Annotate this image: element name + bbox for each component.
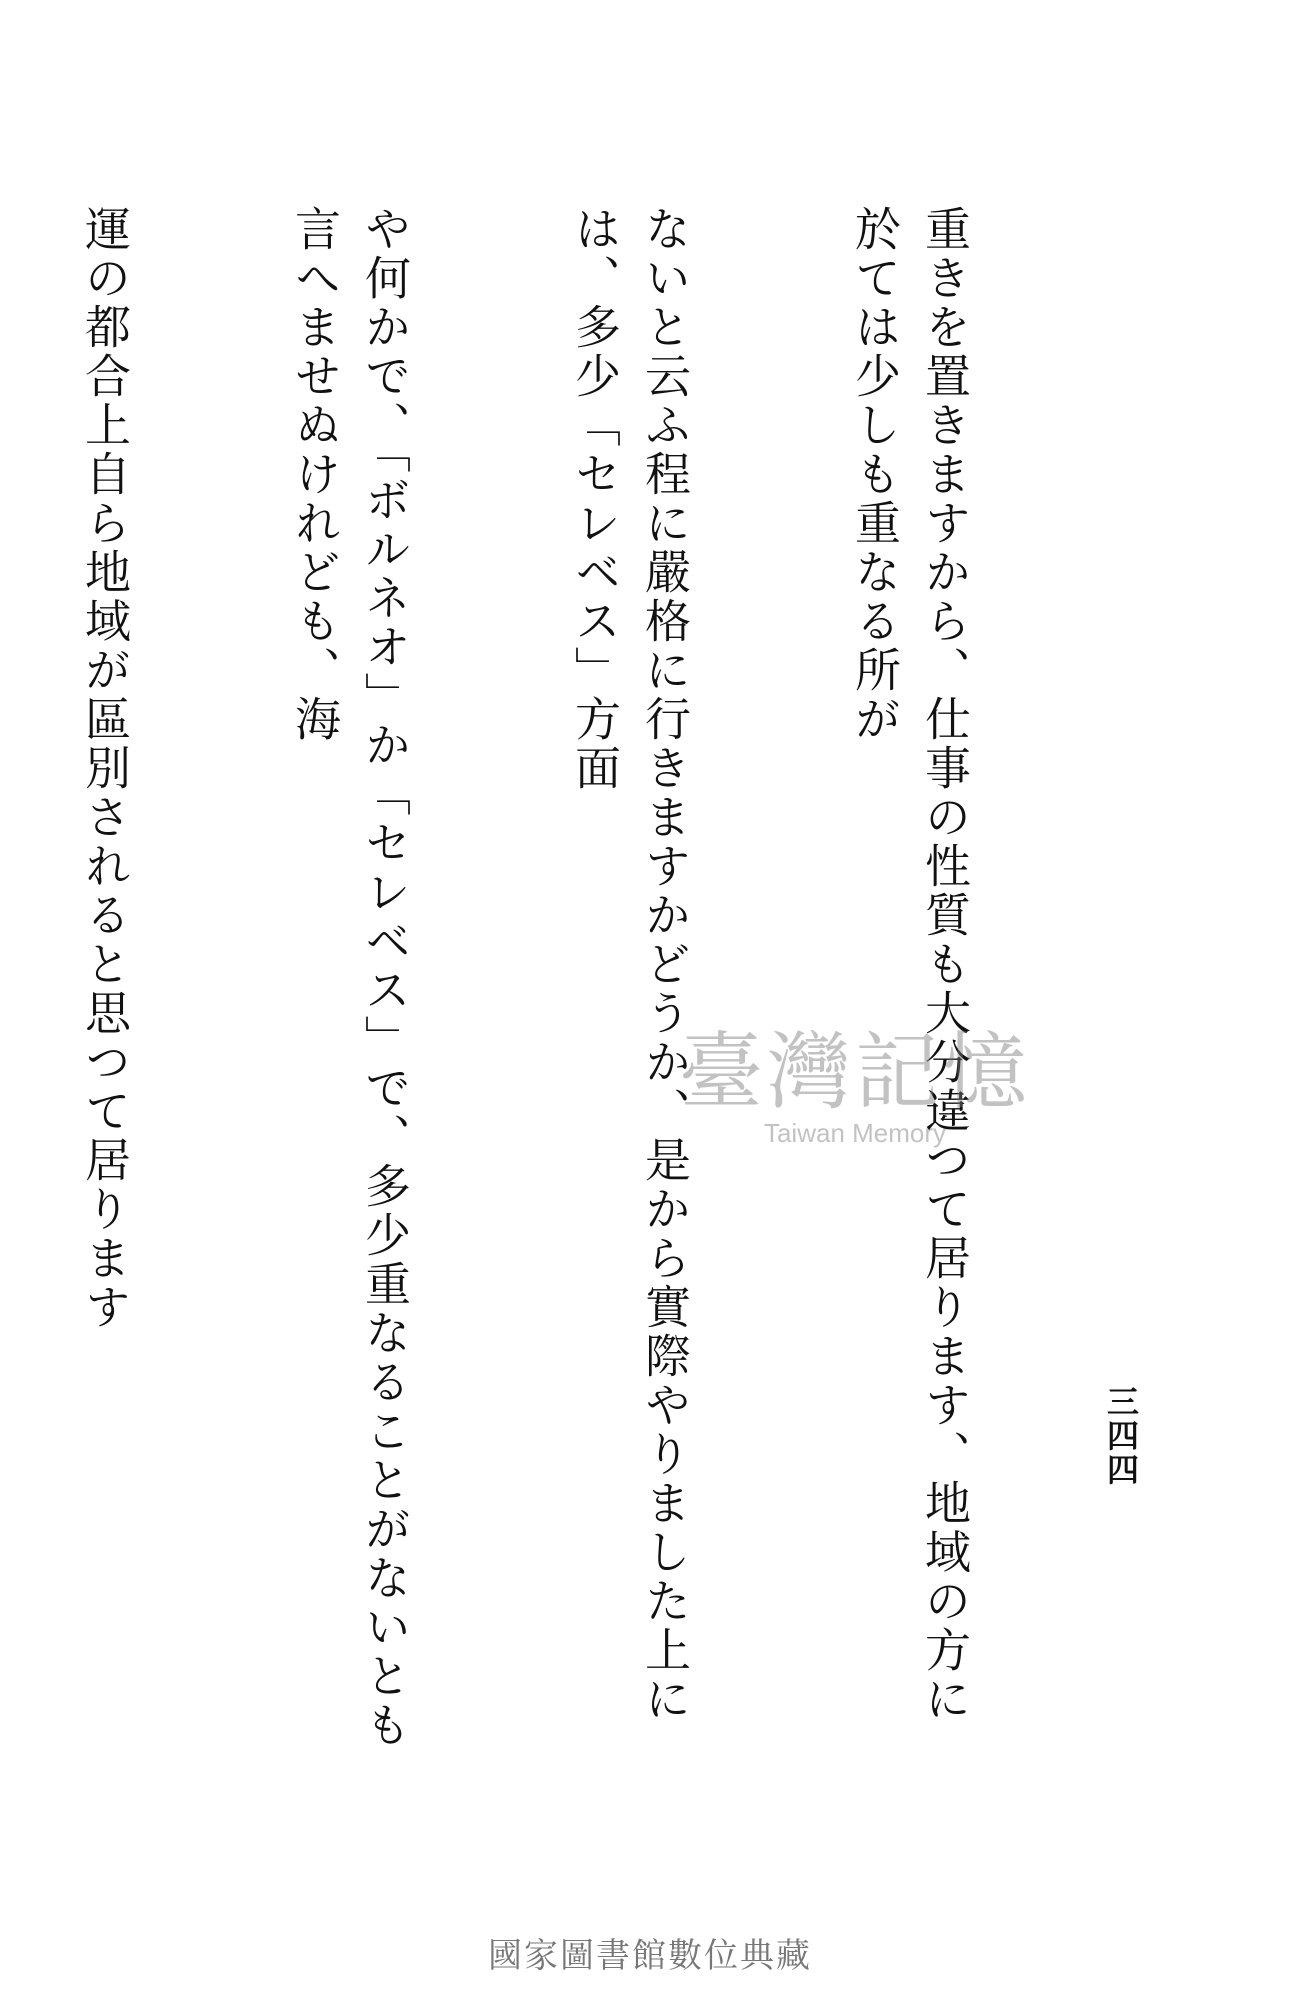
column-text: ないと云ふ程に嚴格に行きますかどうか、是から實際やりました上には、多少「セレベス」方面	[568, 205, 692, 1724]
watermark-cjk-text: 臺灣記憶	[678, 1023, 1031, 1121]
watermark-en-text: Taiwan Memory	[763, 1118, 947, 1148]
text-column	[840, 205, 980, 1765]
text-column	[560, 205, 700, 1765]
text-column	[70, 205, 140, 1765]
column-text: 重きを置きますから、仕事の性質も大分違つて居ります、地域の方に於ては少しも重なる所が	[848, 205, 972, 1724]
column-text: や何かで、「ボルネオ」か「セレベス」で、多少重なることがないとも言へませぬけれども、海	[288, 205, 412, 1750]
column-text: 運の都合上自ら地域が區別されると思つて居ります	[78, 205, 132, 1332]
footer-caption: 國家圖書館數位典藏	[488, 1936, 812, 1976]
vertical-text-block	[78, 205, 1120, 1765]
page-number: 三四四	[1102, 1385, 1140, 1487]
text-column	[280, 205, 420, 1765]
